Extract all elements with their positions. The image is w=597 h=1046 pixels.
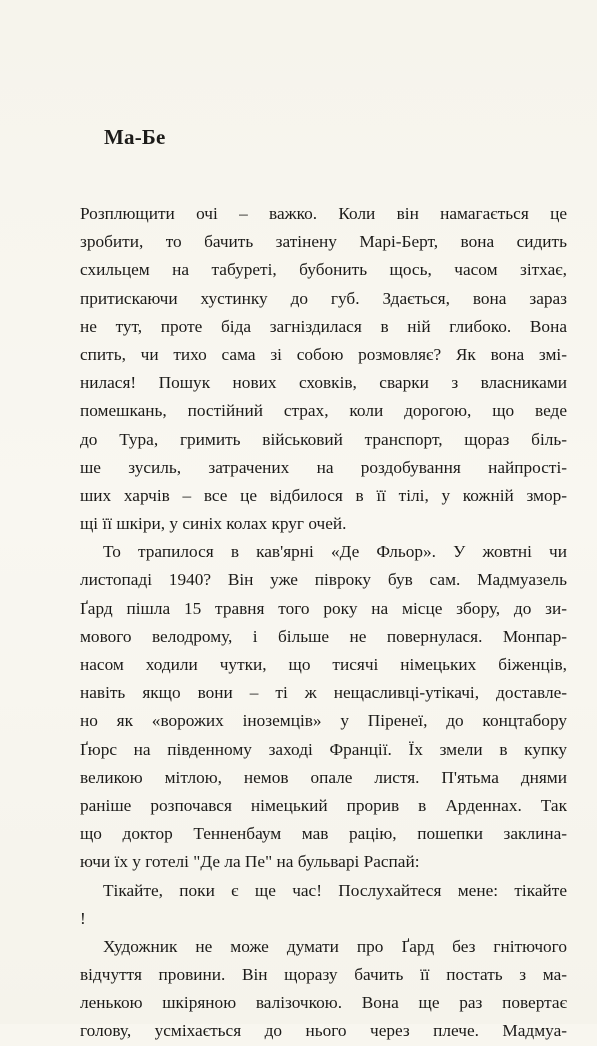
text-line: навіть якщо вони – ті ж нещасливці-утікачі, доставле-	[80, 683, 567, 703]
text-line: Художник не може думати про Ґард без гнітючого	[103, 936, 567, 956]
text-line: ленькою шкіряною валізочкою. Вона ще раз повертає	[80, 993, 567, 1013]
text-line: до Тура, гримить військовий транспорт, щораз біль-	[80, 429, 567, 449]
text-line: Тікайте, поки є ще час! Послухайтеся мене: тікайте	[103, 880, 567, 900]
chapter-title: Ма-Бе	[104, 125, 166, 149]
text-line: раніше розпочався німецький прорив в Арденнах. Так	[80, 795, 567, 815]
text-line: Ґард пішла 15 травня того року на місце збору, до зи-	[80, 598, 567, 618]
text-line: схильцем на табуреті, бубонить щось, часом зітхає,	[80, 260, 567, 280]
text-line: мового велодрому, і більше не повернулася. Монпар-	[80, 626, 567, 646]
text-line: голову, усміхається до нього через плече. Мадмуа-	[80, 1021, 567, 1041]
text-line: ших харчів – все це відбилося в її тілі, у кожній змор-	[80, 485, 567, 505]
chapter-text	[80, 200, 567, 1046]
text-line: ючи їх у готелі "Де ла Пе" на бульварі Распай:	[80, 852, 420, 872]
text-line: насом ходили чутки, що тисячі німецьких біженців,	[80, 655, 567, 674]
text-line: відчуття провини. Він щоразу бачить її постать з ма-	[80, 965, 567, 985]
text-line: ше зусиль, затрачених на роздобування найпрості-	[80, 457, 567, 477]
text-line: спить, чи тихо сама зі собою розмовляє? Як вона змі-	[80, 344, 567, 364]
text-line: що доктор Тенненбаум мав рацію, пошепки заклина-	[80, 824, 567, 844]
text-line: помешкань, постійний страх, коли дорогою, що веде	[80, 401, 567, 421]
text-line: но як «ворожих іноземців» у Піренеї, до концтабору	[80, 711, 567, 731]
text-line: великою мітлою, немов опале листя. П'ятьма днями	[80, 767, 567, 787]
text-line: Ґюрс на південному заході Франції. Їх змели в купку	[80, 739, 567, 759]
text-line: зробити, то бачить затінену Марі-Берт, вона сидить	[80, 232, 567, 252]
text-line: То трапилося в кав'ярні «Де Фльор». У жовтні чи	[103, 542, 567, 562]
text-line: !	[80, 908, 86, 928]
text-line: листопаді 1940? Він уже півроку був сам. Мадмуазель	[80, 570, 567, 590]
text-line: щі її шкіри, у синіх колах круг очей.	[80, 514, 347, 534]
text-line: Розплющити очі – важко. Коли він намагається це	[80, 204, 567, 223]
text-line: притискаючи хустинку до губ. Здається, вона зараз	[80, 288, 567, 308]
text-line: не тут, проте біда загніздилася в ній глибоко. Вона	[80, 316, 567, 336]
text-line: нилася! Пошук нових сховків, сварки з власниками	[80, 373, 567, 393]
